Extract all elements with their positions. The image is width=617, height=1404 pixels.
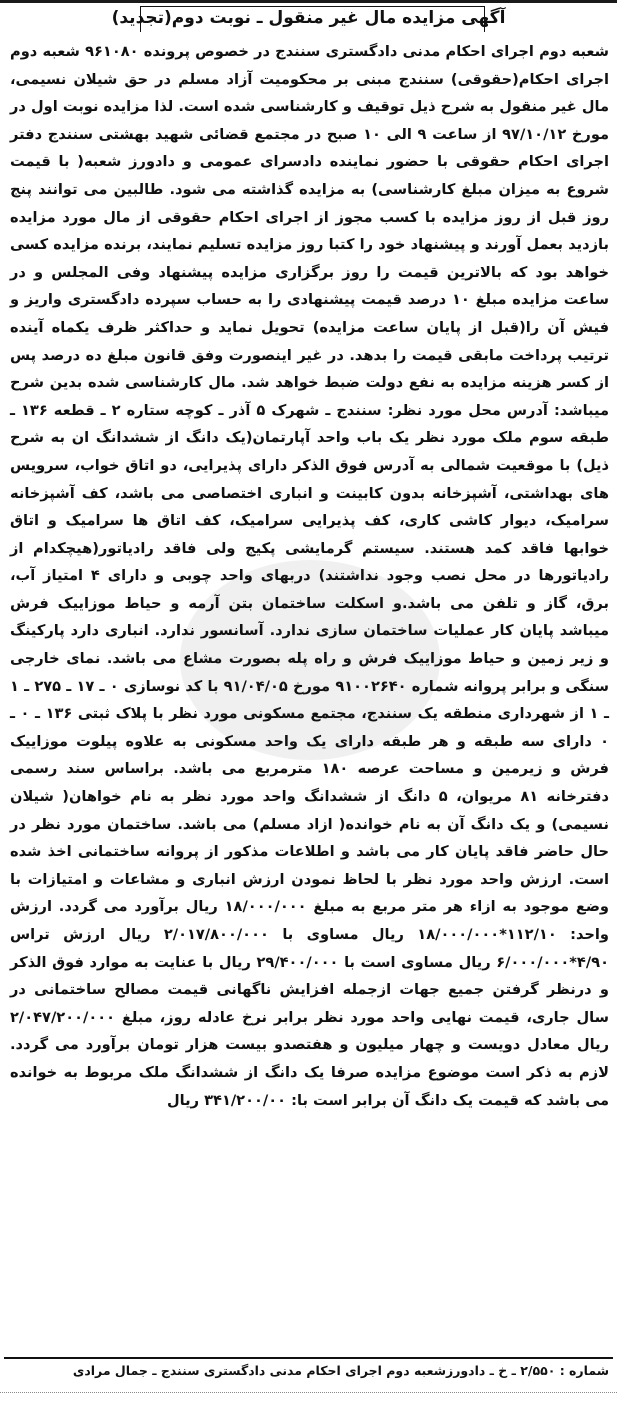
notice-footer: شماره : ۲/۵۵۰ ـ خ ـ دادورزشعبه دوم اجرای احکام مدنی دادگستری سنندج ـ جمال مرادی xyxy=(72,1363,609,1378)
footer-divider xyxy=(4,1357,613,1359)
notice-title: آگهی مزایده مال غیر منقول ـ نوبت دوم(تجدید) xyxy=(111,8,506,28)
notice-body: شعبه دوم اجرای احکام مدنی دادگستری سنندج در خصوص پرونده ۹۶۱۰۸۰ شعبه دوم اجرای احکام(حقوقی) سنندج مبنی بر محکومیت آزاد مسلم در حق شیلان نسیمی، مال غیر منقول به شرح ذیل توقیف و کارشناسی شده است. لذا مزایده نوبت اول در مورخ ۹۷/۱۰/۱۲ از ساعت ۹ الی ۱۰ صبح در مجتمع قضائی شهید بهشتی سنندج دفتر اجرای احکام حقوقی با حضور نماینده دادسرای عمومی و دادورز شعبه( با قیمت شروع به میزان مبلغ کارشناسی) به مزایده گذاشته می شود. طالبین می توانند پنج روز قبل از روز مزایده با کسب مجوز از اجرای احکام حقوقی از مال مورد مزایده بازدید بعمل آورند و پیشنهاد خود را کتبا روز مزایده تسلیم نمایند، برنده مزایده کسی خواهد بود که بالاترین قیمت را روز برگزاری مزایده پیشنهاد وفی المجلس و در ساعت مزایده مبلغ ۱۰ درصد قیمت پیشنهادی را به حساب سپرده دادگستری واریز و فیش آن را(قبل از پایان ساعت مزایده) تحویل نماید و حداکثر ظرف یکماه آینده ترتیب پرداخت مابقی قیمت را بدهد. در غیر اینصورت وفق قانون مبلغ ده درصد پس از کسر هزینه مزایده به نفع دولت ضبط خواهد شد. مال کارشناسی شده بدین شرح میباشد: آدرس محل مورد نظر: سنندج ـ شهرک ۵ آذر ـ کوچه ستاره ۲ ـ قطعه ۱۳۶ ـ طبقه سوم ملک مورد نظر یک باب واحد آپارتمان(یک دانگ از ششدانگ ان به شرح ذیل) با موقعیت شمالی به آدرس فوق الذکر دارای پذیرایی، دو اتاق خواب، سرویس های بهداشتی، آشپزخانه بدون کابینت و انباری اختصاصی می باشد، کف آشپزخانه سرامیک، دیوار کاشی کاری، کف پذیرایی سرامیک، کف اتاق ها سرامیک و اتاق خوابها فاقد کمد هستند. سیستم گرمایشی پکیج ولی فاقد رادیاتور(هیچکدام از رادیاتورها در محل نصب وجود نداشتند) دربهای واحد چوبی و دارای ۴ امتیاز آب، برق، گاز و تلفن می باشد.و اسکلت ساختمان بتن آرمه و حیاط موزاییک فرش میباشد پایان کار عملیات ساختمان سازی ندارد. آسانسور ندارد. انباری دارد پارکینگ و زیر زمین و حیاط موزاییک فرش و راه پله بصورت مشاع می باشد. نمای خارجی سنگی و برابر پروانه شماره ۹۱۰۰۲۶۴۰ مورخ ۹۱/۰۴/۰۵ با کد نوسازی ۰ ـ ۱۷ ـ ۲۷۵ ـ ۱ ـ ۱ از شهرداری منطقه یک سنندج، مجتمع مسکونی مورد نظر با پلاک ثبتی ۱۳۶ ـ ۰ ـ ۰ دارای سه طبقه و هر طبقه دارای یک واحد مسکونی به علاوه پیلوت موزاییک فرش و زیرمین و مساحت عرصه ۱۸۰ مترمربع می باشد. براساس سند رسمی دفترخانه ۸۱ مریوان، ۵ دانگ از ششدانگ واحد مورد نظر به نام خواهان( شیلان نسیمی) و یک دانگ آن به نام خوانده( ازاد مسلم) می باشد. ساختمان مورد نظر در حال حاضر فاقد پایان کار می باشد و اطلاعات مذکور از پروانه ساختمانی اخذ شده است. ارزش واحد مورد نظر با لحاظ نمودن ارزش انباری و مشاعات و امتیازات با وضع موجود به ازاء هر متر مربع به مبلغ ۱۸/۰۰۰/۰۰۰ ریال برآورد می گردد. ارزش واحد: ۱۱۲/۱۰*۱۸/۰۰۰/۰۰۰ ریال مساوی با ۲/۰۱۷/۸۰۰/۰۰۰ ریال ارزش تراس ۴/۹۰*۶/۰۰۰/۰۰۰ ریال مساوی است با ۲۹/۴۰۰/۰۰۰ ریال با عنایت به موارد فوق الذکر و درنظر گرفتن جمیع جهات ازجمله افزایش ناگهانی قیمت مصالح ساختمانی در سال جاری، قیمت نهایی واحد مورد نظر برابر نرخ عادله روز، مبلغ ۲/۰۴۷/۲۰۰/۰۰۰ ریال معادل دویست و چهار میلیون و هفتصدو بیست هزار تومان برآورد می گردد. لازم به ذکر است موضوع مزایده صرفا یک دانگ از ششدانگ ملک مربوط به خوانده می باشد که قیمت یک دانگ آن برابر است با: ۳۴۱/۲۰۰/۰۰ ریال xyxy=(10,43,610,1109)
clipping-edge xyxy=(0,1392,617,1404)
top-border xyxy=(0,0,617,3)
